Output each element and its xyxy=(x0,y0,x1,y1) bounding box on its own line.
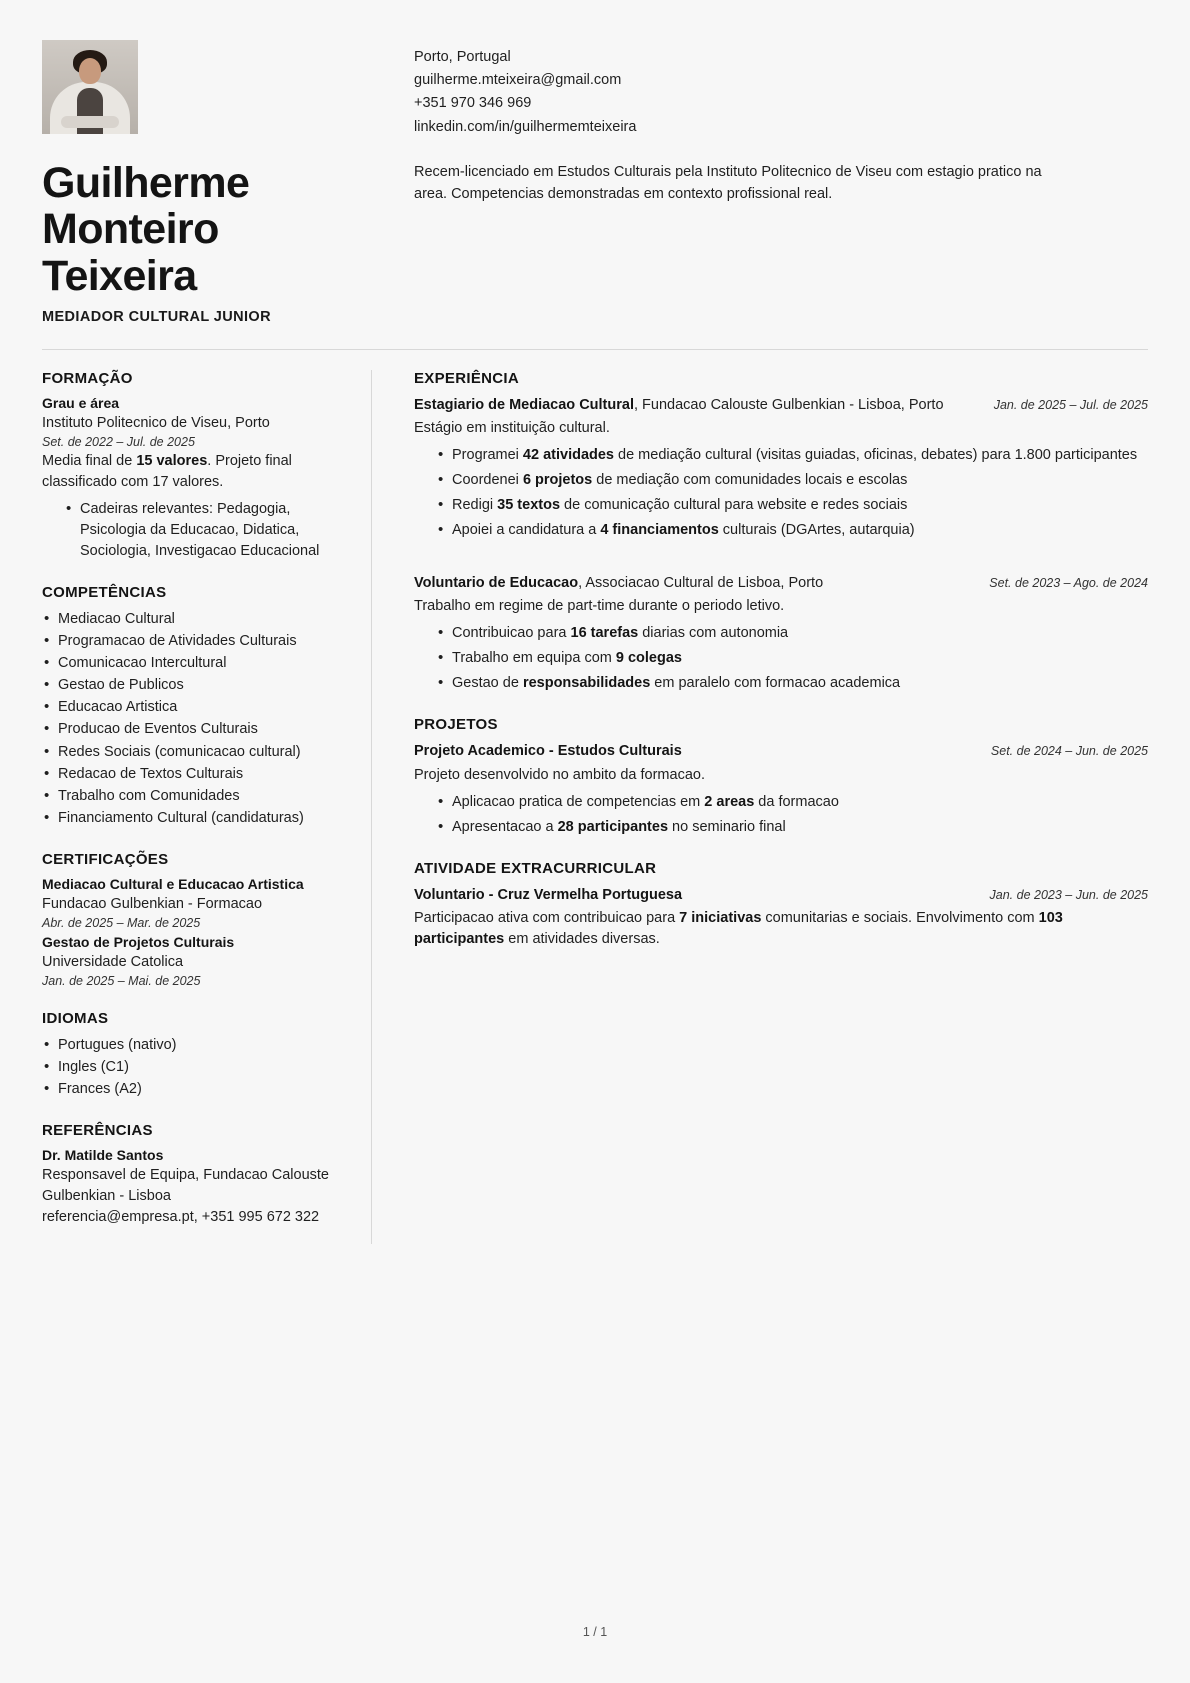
contact-email[interactable]: guilherme.mteixeira@gmail.com xyxy=(414,72,622,89)
bullet-post: da formacao xyxy=(754,793,839,810)
experience-company: , Associacao Cultural de Lisboa, Porto xyxy=(578,575,824,592)
list-item: • Programacao de Atividades Culturais xyxy=(42,631,345,652)
desc-highlight-2: 103 participantes xyxy=(414,909,1063,947)
bullet-pre: Contribuicao para xyxy=(452,625,571,642)
contact-location: Porto, Portugal xyxy=(414,49,511,65)
education-dates: Set. de 2022 – Jul. de 2025 xyxy=(42,435,195,450)
certification-issuer: Fundacao Gulbenkian - Formacao xyxy=(42,895,263,912)
reference-role: Responsavel de Equipa, Fundacao Calouste Gulbenkian - Lisboa xyxy=(42,1166,329,1204)
list-item xyxy=(436,520,1148,541)
bullet-post: de mediação com comunidades locais e escolas xyxy=(592,472,908,489)
bullet-post: no seminario final xyxy=(668,818,786,835)
certification-item xyxy=(42,876,345,930)
list-item: • Gestao de Publicos xyxy=(42,675,345,696)
extracurricular-dates: Jan. de 2023 – Jun. de 2025 xyxy=(989,887,1148,902)
bullet-highlight: 16 tarefas xyxy=(570,625,639,642)
languages-list xyxy=(42,1035,345,1100)
extracurricular-role: Voluntario - Cruz Vermelha Portuguesa xyxy=(414,886,683,903)
education-desc-bold: 15 valores xyxy=(136,453,208,470)
list-item xyxy=(436,470,1148,491)
experience-bullets xyxy=(436,445,1148,541)
extracurricular-item xyxy=(414,885,1148,950)
avatar xyxy=(42,40,138,134)
list-item xyxy=(436,495,1148,516)
list-item: • Portugues (nativo) xyxy=(42,1035,345,1056)
bullet-post: em paralelo com formacao academica xyxy=(650,675,901,692)
education-desc-pre: Media final de xyxy=(42,453,137,470)
section-extracurricular xyxy=(414,860,1148,950)
education-bullets xyxy=(64,499,345,562)
experience-dates: Jan. de 2025 – Jul. de 2025 xyxy=(993,398,1148,413)
section-title-certifications: CERTIFICAÇÕES xyxy=(42,850,169,868)
right-column xyxy=(372,370,1148,1243)
desc-post: em atividades diversas. xyxy=(504,930,660,947)
list-item xyxy=(436,792,1148,813)
section-title-skills: COMPETÊNCIAS xyxy=(42,584,167,602)
bullet-highlight: 6 projetos xyxy=(522,472,593,489)
project-item xyxy=(414,741,1148,837)
bullet-pre: Trabalho em equipa com xyxy=(452,650,616,667)
page-title: Guilherme Monteiro Teixeira xyxy=(42,159,250,300)
experience-role: Estagiario de Mediacao Cultural xyxy=(414,397,634,414)
bullet-highlight: 9 colegas xyxy=(615,650,682,667)
bullet-highlight: 35 textos xyxy=(497,497,561,514)
section-title-languages: IDIOMAS xyxy=(42,1009,109,1027)
job-title: MEDIADOR CULTURAL JUNIOR xyxy=(42,309,271,326)
experience-bullets xyxy=(436,623,1148,694)
experience-company: , Fundacao Calouste Gulbenkian - Lisboa, Porto xyxy=(633,397,944,414)
experience-description: Estágio em instituição cultural. xyxy=(414,420,610,437)
experience-item xyxy=(414,395,1148,541)
bullet-pre: Aplicacao pratica de competencias em xyxy=(452,793,705,810)
list-item: • Trabalho com Comunidades xyxy=(42,786,345,807)
list-item: • Redacao de Textos Culturais xyxy=(42,764,345,785)
list-item: • Ingles (C1) xyxy=(42,1057,345,1078)
bullet-pre: Coordenei xyxy=(452,472,523,489)
certification-name: Gestao de Projetos Culturais xyxy=(42,933,235,950)
education-school: Instituto Politecnico de Viseu, Porto xyxy=(42,415,270,432)
bullet-post: diarias com autonomia xyxy=(638,625,789,642)
certification-dates: Abr. de 2025 – Mar. de 2025 xyxy=(42,915,201,930)
desc-pre: Participacao ativa com contribuicao para xyxy=(414,909,680,926)
section-projects xyxy=(414,716,1148,837)
bullet-pre: Programei xyxy=(452,447,523,464)
list-item xyxy=(436,673,1148,694)
reference-contact: referencia@empresa.pt, +351 995 672 322 xyxy=(42,1208,320,1225)
list-item xyxy=(436,817,1148,838)
list-item: • Educacao Artistica xyxy=(42,697,345,718)
education-degree: Grau e área xyxy=(42,395,120,412)
bullet-post: de mediação cultural (visitas guiadas, oficinas, debates) para 1.800 participantes xyxy=(614,447,1138,464)
list-item xyxy=(436,445,1148,466)
bullet-post: de comunicação cultural para website e redes sociais xyxy=(560,497,908,514)
section-languages xyxy=(42,1010,345,1100)
experience-dates: Set. de 2023 – Ago. de 2024 xyxy=(989,576,1148,591)
bullet-highlight: 28 participantes xyxy=(557,818,669,835)
list-item: • Mediacao Cultural xyxy=(42,609,345,630)
header-right xyxy=(372,40,1148,206)
certification-issuer: Universidade Catolica xyxy=(42,953,184,970)
extracurricular-description xyxy=(414,908,1148,950)
bullet-highlight: responsabilidades xyxy=(522,675,651,692)
section-references xyxy=(42,1122,345,1228)
bullet-post: culturais (DGArtes, autarquia) xyxy=(718,522,915,539)
desc-mid: comunitarias e sociais. Envolvimento com xyxy=(761,909,1039,926)
project-description: Projeto desenvolvido no ambito da formacao. xyxy=(414,766,705,783)
bullet-highlight: 42 atividades xyxy=(522,447,614,464)
section-title-experience: EXPERIÊNCIA xyxy=(414,370,519,388)
bullet-pre: Apoiei a candidatura a xyxy=(452,522,601,539)
section-title-projects: PROJETOS xyxy=(414,716,498,734)
section-experience xyxy=(414,370,1148,694)
list-item: • Producao de Eventos Culturais xyxy=(42,719,345,740)
bullet-highlight: 2 areas xyxy=(704,793,755,810)
skills-list xyxy=(42,609,345,828)
profile-summary: Recem-licenciado em Estudos Culturais pela Instituto Politecnico de Viseu com estagio pratico na area. Competencias demonstradas em contexto profissional real. xyxy=(414,163,1042,203)
list-item: • Financiamento Cultural (candidaturas) xyxy=(42,808,345,829)
bullet-highlight: 4 financiamentos xyxy=(600,522,719,539)
section-title-references: REFERÊNCIAS xyxy=(42,1121,153,1139)
header-left xyxy=(42,40,372,325)
section-title-education: FORMAÇÃO xyxy=(42,370,133,388)
list-item: • Cadeiras relevantes: Pedagogia, Psicologia da Educacao, Didatica, Sociologia, Investigacao Educacional xyxy=(64,499,345,562)
experience-description: Trabalho em regime de part-time durante o periodo letivo. xyxy=(414,598,785,615)
resume-body xyxy=(42,350,1148,1243)
certification-name: Mediacao Cultural e Educacao Artistica xyxy=(42,875,304,892)
bullet-pre: Apresentacao a xyxy=(452,818,558,835)
list-item: • Frances (A2) xyxy=(42,1079,345,1100)
list-item: • Comunicacao Intercultural xyxy=(42,653,345,674)
section-skills xyxy=(42,584,345,828)
contact-phone: +351 970 346 969 xyxy=(414,95,532,112)
bullet-pre: Redigi xyxy=(452,497,498,514)
contact-linkedin[interactable]: linkedin.com/in/guilhermemteixeira xyxy=(414,118,637,135)
reference-name: Dr. Matilde Santos xyxy=(42,1146,164,1163)
left-column xyxy=(42,370,372,1243)
desc-highlight-1: 7 iniciativas xyxy=(679,909,762,926)
project-name: Projeto Academico - Estudos Culturais xyxy=(414,743,682,760)
section-education xyxy=(42,370,345,562)
education-desc-post: . Projeto final classificado com 17 valores. xyxy=(42,453,292,491)
certification-item xyxy=(42,934,345,988)
page-footer: 1 / 1 xyxy=(582,1625,608,1639)
list-item: • Redes Sociais (comunicacao cultural) xyxy=(42,742,345,763)
project-dates: Set. de 2024 – Jun. de 2025 xyxy=(990,744,1148,759)
resume-header xyxy=(42,40,1148,325)
certification-dates: Jan. de 2025 – Mai. de 2025 xyxy=(42,973,201,988)
list-item xyxy=(436,623,1148,644)
list-item xyxy=(436,648,1148,669)
section-title-extracurricular: ATIVIDADE EXTRACURRICULAR xyxy=(414,859,657,877)
experience-role: Voluntario de Educacao xyxy=(414,575,579,592)
experience-item xyxy=(414,573,1148,694)
project-bullets xyxy=(436,792,1148,838)
bullet-pre: Gestao de xyxy=(452,675,523,692)
section-certifications xyxy=(42,851,345,988)
education-description xyxy=(42,451,345,493)
